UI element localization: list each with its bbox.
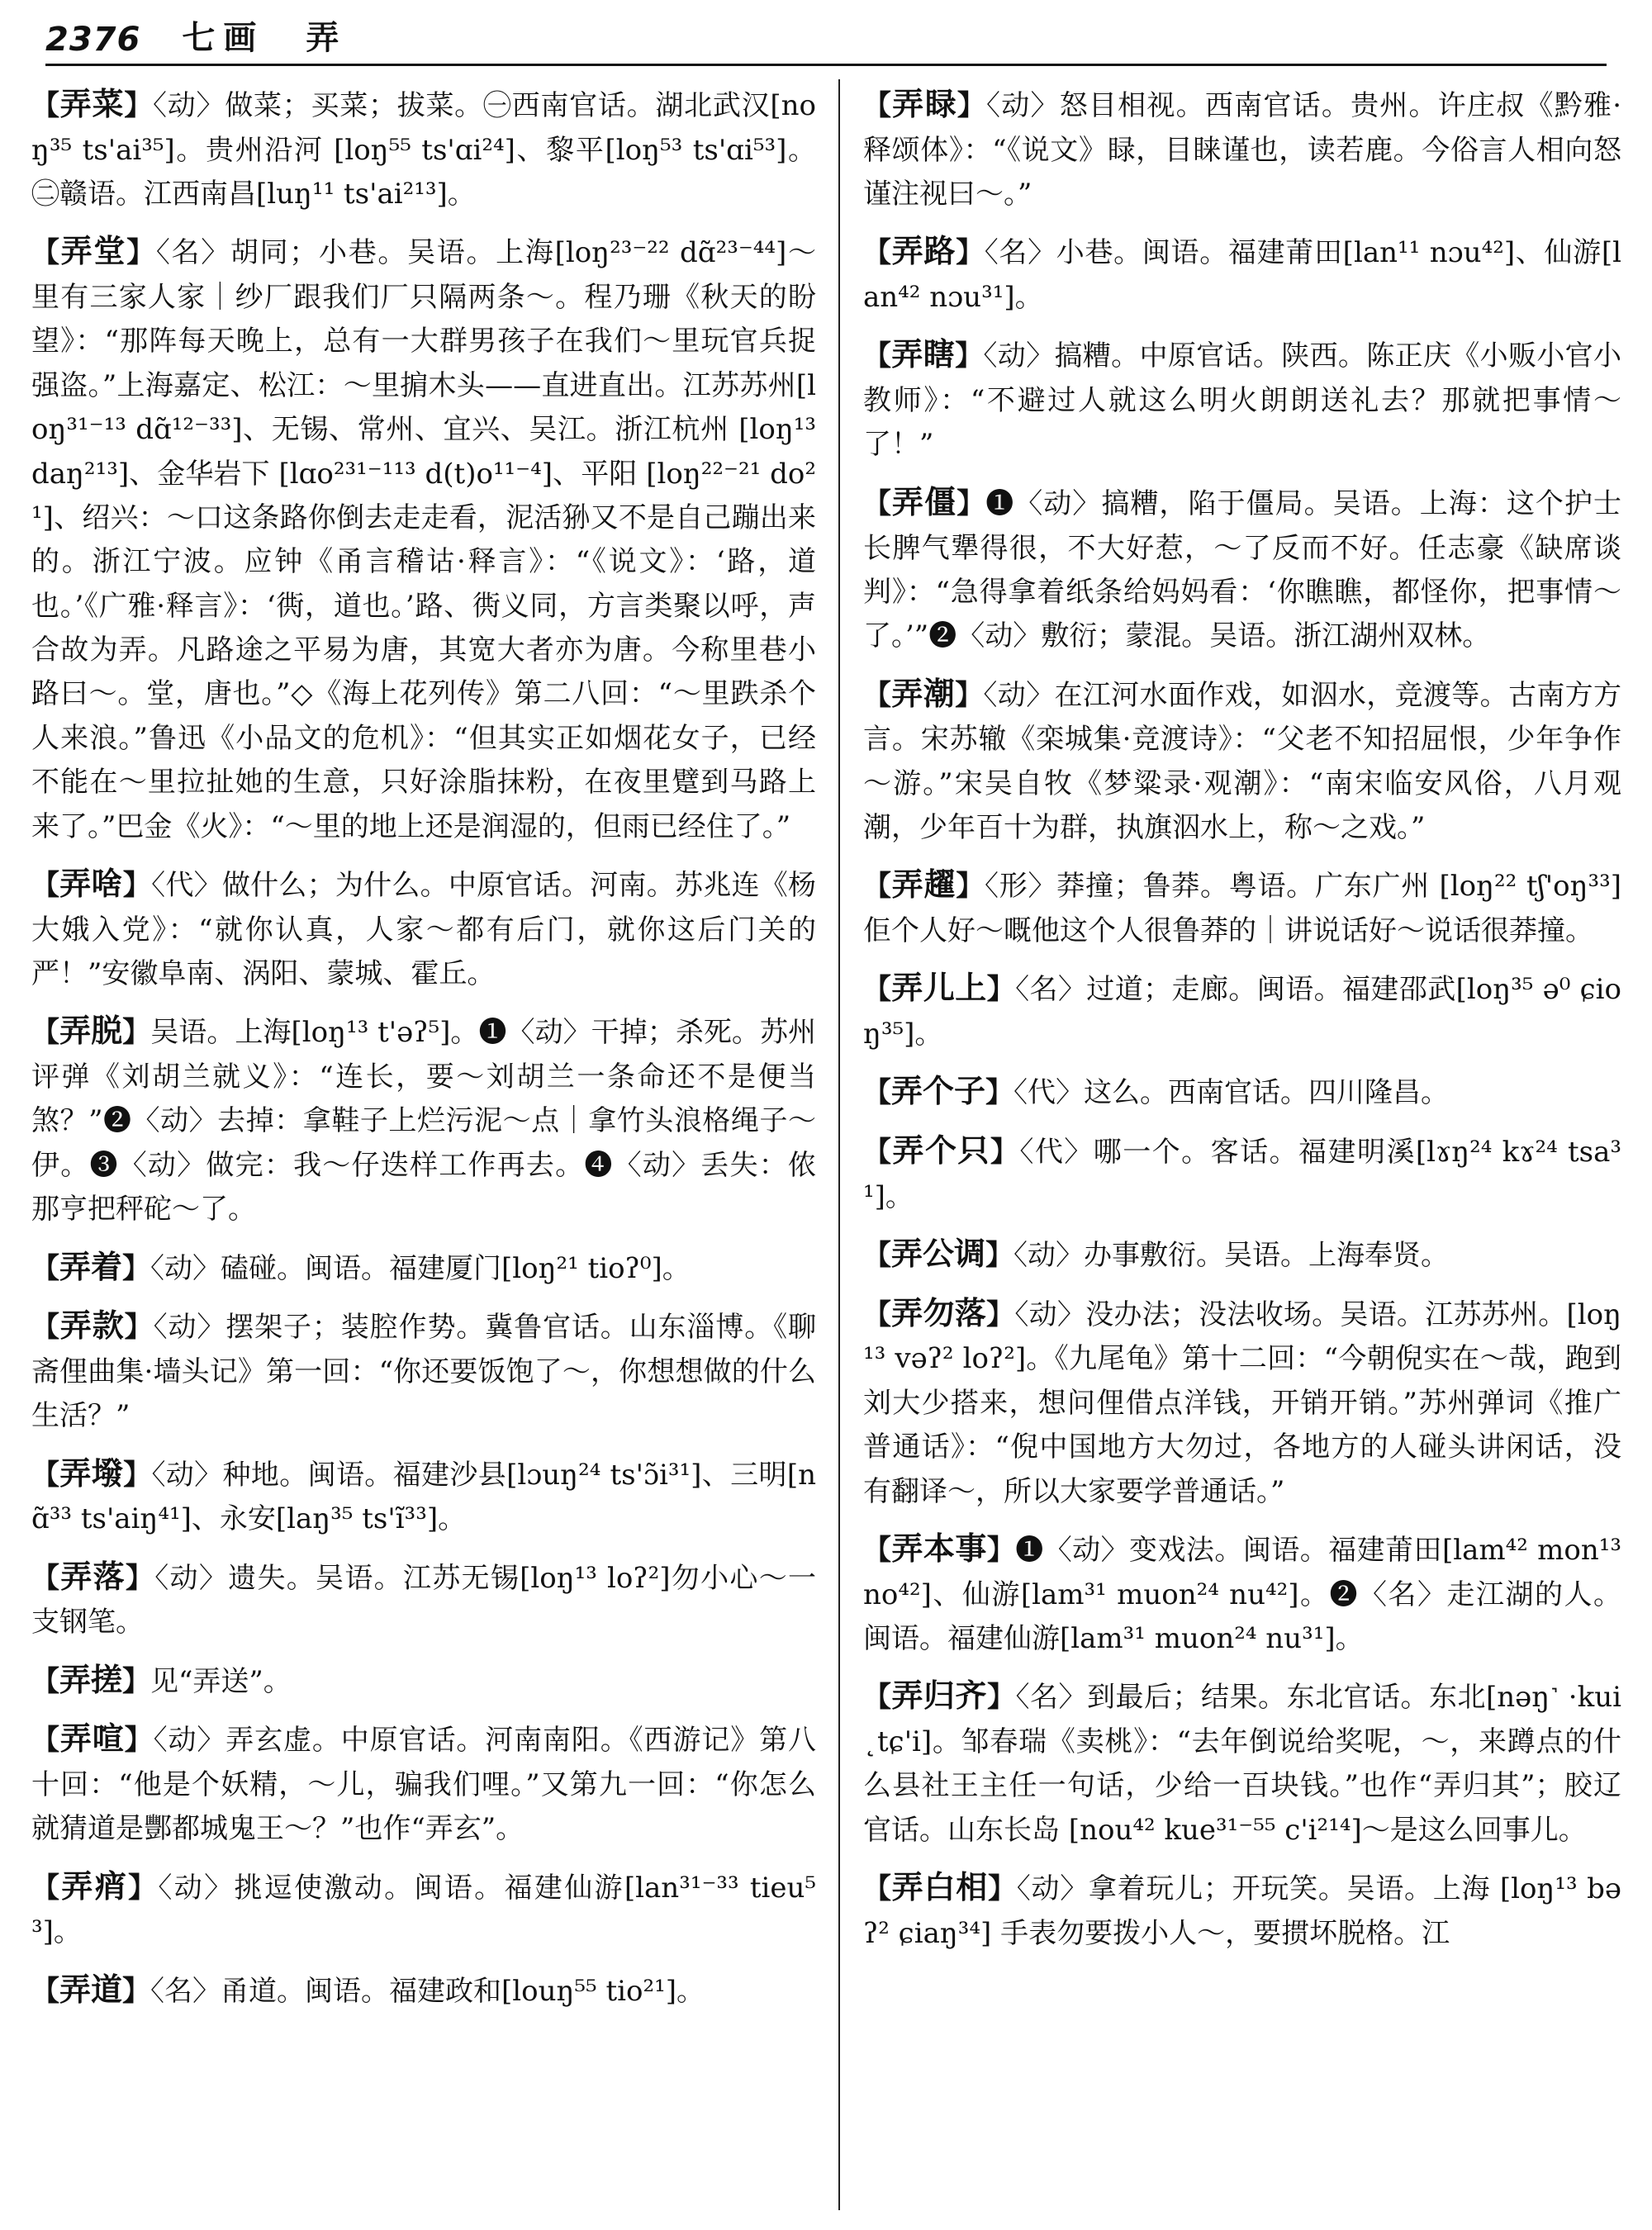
entry-text: ❶〈动〉搞糟，陷于僵局。吴语。上海：这个护士长脾气犟得很，不大好惹，～了反而不好。任志豪《缺席谈判》：“急得拿着纸条给妈妈看：‘你瞧瞧，都怪你，把事情～了。’”❷〈动〉敷衍；蒙混。吴语。浙江湖州双林。 bbox=[863, 486, 1621, 653]
dictionary-entry: 【弄着】〈动〉磕碰。闽语。福建厦门[loŋ²¹ tioʔ⁰]。 bbox=[31, 1247, 691, 1285]
entry-text: 〈代〉哪一个。客话。福建明溪[lɤŋ²⁴ kɤ²⁴ tsa³¹]。 bbox=[863, 1136, 1621, 1213]
entry-headword: 弄着 bbox=[59, 1247, 123, 1285]
entry-headword: 弄潮 bbox=[891, 674, 956, 712]
entry-headword: 弄菜 bbox=[59, 85, 125, 122]
entry-headword: 弄个子 bbox=[891, 1072, 986, 1110]
dictionary-entry: 【弄归齐】〈名〉到最后；结果。东北官话。东北[nəŋ˺ ·kui ˛tɕ'i]。邹春瑞《卖桃》：“去年倒说给奖呢，～，来蹲点的什么县社王主任一句话，少给一百块钱。”也作“弄归其”；胶辽官话。山东长岛 [nou⁴² kue³¹⁻⁵⁵ c'i²¹⁴]～是这么回事儿。 bbox=[863, 1677, 1621, 1847]
entry-text: 〈名〉甬道。闽语。福建政和[louŋ⁵⁵ tio²¹]。 bbox=[150, 1974, 705, 2008]
dictionary-entry: 【弄本事】❶〈动〉变戏法。闽语。福建莆田[lam⁴² mon¹³ no⁴²]、仙游[lam³¹ muon²⁴ nu⁴²]。❷〈名〉走江湖的人。闽语。福建仙游[lam³¹ muon²⁴ nu³¹]。 bbox=[863, 1529, 1621, 1655]
dictionary-entry: 【弄堂】〈名〉胡同；小巷。吴语。上海[loŋ²³⁻²² dɑ̃²³⁻⁴⁴]～里有三家人家｜纱厂跟我们厂只隔两条～。程乃珊《秋天的盼望》：“那阵每天晚上，总有一大群男孩子在我们～里玩官兵捉强盗。”上海嘉定、松江：～里掮木头——直进直出。江苏苏州[loŋ³¹⁻¹³ dɑ̃¹²⁻³³]、无锡、常州、宜兴、吴江。浙江杭州 [loŋ¹³ daŋ²¹³]、金华岩下 [lɑo²³¹⁻¹¹³ d(t)o¹¹⁻⁴]、平阳 [loŋ²²⁻²¹ do²¹]、绍兴：～口这条路你倒去走走看，泥活狲又不是自己蹦出来的。浙江宁波。应钟《甬言稽诂·释言》：“《说文》：‘路，道也。’《广雅·释言》：‘衖，道也。’路、衖义同，方言类聚以呼，声合故为弄。凡路途之平易为唐，其宽大者亦为唐。今称里巷小路曰～。堂，唐也。”◇《海上花列传》第二八回：“～里跌杀个人来浪。”鲁迅《小品文的危机》：“但其实正如烟花女子，已经不能在～里拉扯她的生意，只好涂脂抹粉，在夜里躄到马路上来了。”巴金《火》：“～里的地上还是润湿的，但雨已经住了。” bbox=[31, 232, 816, 843]
entry-text: 〈动〉磕碰。闽语。福建厦门[loŋ²¹ tioʔ⁰]。 bbox=[150, 1251, 691, 1285]
dictionary-entry: 【弄喧】〈动〉弄玄虚。中原官话。河南南阳。《西游记》第八十回：“他是个妖精，～儿，骗我们哩。”又第九一回：“你怎么就猜道是酆都城鬼王～？”也作“弄玄”。 bbox=[31, 1720, 816, 1846]
entry-text: 〈动〉种地。闽语。福建沙县[lɔuŋ²⁴ ts'ɔ̃i³¹]、三明[nɑ̃³³ ts'aiŋ⁴¹]、永安[laŋ³⁵ ts'ĩ³³]。 bbox=[31, 1458, 816, 1536]
head-character: 弄 bbox=[306, 18, 348, 57]
entry-text: 〈动〉挑逗使激动。闽语。福建仙游[lan³¹⁻³³ tieu⁵³]。 bbox=[31, 1871, 816, 1949]
dictionary-entry: 【弄啥】〈代〉做什么；为什么。中原官话。河南。苏兆连《杨大娥入党》：“就你认真，人家～都有后门，就你这后门关的严！”安徽阜南、涡阳、蒙城、霍丘。 bbox=[31, 864, 816, 990]
entry-headword: 弄睩 bbox=[892, 85, 957, 122]
dictionary-entry: 【弄睩】〈动〉怒目相视。西南官话。贵州。许庄叔《黔雅·释颂体》：“《说文》睩，目睐谨也，读若鹿。今俗言人相向怒谨注视曰～。” bbox=[863, 85, 1621, 211]
entry-headword: 弄个只 bbox=[892, 1132, 990, 1170]
entry-text: 〈名〉过道；走廊。闽语。福建邵武[loŋ³⁵ ə⁰ ɕioŋ³⁵]。 bbox=[863, 973, 1621, 1051]
entry-text: 〈代〉这么。西南官话。四川隆昌。 bbox=[1014, 1076, 1450, 1110]
dictionary-entry: 【弄痟】〈动〉挑逗使激动。闽语。福建仙游[lan³¹⁻³³ tieu⁵³]。 bbox=[31, 1867, 816, 1949]
entry-text: ❶〈动〉变戏法。闽语。福建莆田[lam⁴² mon¹³ no⁴²]、仙游[lam³¹ muon²⁴ nu⁴²]。❷〈名〉走江湖的人。闽语。福建仙游[lam³¹ muon²⁴ nu³¹]。 bbox=[863, 1533, 1621, 1655]
dictionary-entry: 【弄白相】〈动〉拿着玩儿；开玩笑。吴语。上海 [loŋ¹³ bəʔ² ɕiaŋ³⁴] 手表勿要拨小人～，要掼坏脱格。江 bbox=[863, 1868, 1621, 1950]
entry-headword: 弄瞎 bbox=[891, 335, 956, 373]
entry-text: 〈动〉摆架子；装腔作势。冀鲁官话。山东淄博。《聊斋俚曲集·墙头记》第一回：“你还要饭饱了～，你想想做的什么生活？” bbox=[31, 1311, 816, 1433]
entry-headword: 弄墢 bbox=[59, 1454, 124, 1492]
entry-text: 〈动〉怒目相视。西南官话。贵州。许庄叔《黔雅·释颂体》：“《说文》睩，目睐谨也，读若鹿。今俗言人相向怒谨注视曰～。” bbox=[863, 89, 1621, 211]
entry-headword: 弄僵 bbox=[892, 482, 957, 520]
entry-text: 〈代〉做什么；为什么。中原官话。河南。苏兆连《杨大娥入党》：“就你认真，人家～都有后门，就你这后门关的严！”安徽阜南、涡阳、蒙城、霍丘。 bbox=[31, 868, 816, 990]
entry-text: 〈动〉搞糟。中原官话。陕西。陈正庆《小贩小官小教师》：“不避过人就这么明火朗朗送礼去？那就把事情～了！” bbox=[863, 339, 1621, 462]
entry-headword: 弄勿落 bbox=[891, 1293, 987, 1331]
entry-headword: 弄啥 bbox=[59, 864, 123, 902]
entry-text: 〈名〉胡同；小巷。吴语。上海[loŋ²³⁻²² dɑ̃²³⁻⁴⁴]～里有三家人家｜纱厂跟我们厂只隔两条～。程乃珊《秋天的盼望》：“那阵每天晚上，总有一大群男孩子在我们～里玩官兵捉强盗。”上海嘉定、松江：～里掮木头——直进直出。江苏苏州[loŋ³¹⁻¹³ dɑ̃¹²⁻³³]、无锡、常州、宜兴、吴江。浙江杭州 [loŋ¹³ daŋ²¹³]、金华岩下 [lɑo²³¹⁻¹¹³ d(t)o¹¹⁻⁴]、平阳 [loŋ²²⁻²¹ do²¹]、绍兴：～口这条路你倒去走走看，泥活狲又不是自己蹦出来的。浙江宁波。应钟《甬言稽诂·释言》：“《说文》：‘路，道也。’《广雅·释言》：‘衖，道也。’路、衖义同，方言类聚以呼，声合故为弄。凡路途之平易为唐，其宽大者亦为唐。今称里巷小路曰～。堂，唐也。”◇《海上花列传》第二八回：“～里跌杀个人来浪。”鲁迅《小品文的危机》：“但其实正如烟花女子，已经不能在～里拉扯她的生意，只好涂脂抹粉，在夜里躄到马路上来了。”巴金《火》：“～里的地上还是润湿的，但雨已经住了。” bbox=[31, 236, 816, 843]
dictionary-entry: 【弄墢】〈动〉种地。闽语。福建沙县[lɔuŋ²⁴ ts'ɔ̃i³¹]、三明[nɑ̃³³ ts'aiŋ⁴¹]、永安[laŋ³⁵ ts'ĩ³³]。 bbox=[31, 1454, 816, 1536]
entry-text: 见“弄送”。 bbox=[150, 1664, 292, 1698]
dictionary-entry: 【弄瞎】〈动〉搞糟。中原官话。陕西。陈正庆《小贩小官小教师》：“不避过人就这么明火朗朗送礼去？那就把事情～了！” bbox=[863, 335, 1621, 462]
entry-text: 〈形〉莽撞；鲁莽。粤语。广东广州 [loŋ²² tʃ'oŋ³³] 佢个人好～嘅他这个人很鲁莽的｜讲说话好～说话很莽撞。 bbox=[863, 870, 1621, 948]
dictionary-entry: 【弄路】〈名〉小巷。闽语。福建莆田[lan¹¹ nɔu⁴²]、仙游[lan⁴² nɔu³¹]。 bbox=[863, 232, 1621, 315]
dictionary-entry: 【弄款】〈动〉摆架子；装腔作势。冀鲁官话。山东淄博。《聊斋俚曲集·墙头记》第一回：“你还要饭饱了～，你想想做的什么生活？” bbox=[31, 1307, 816, 1433]
entry-headword: 弄路 bbox=[891, 232, 957, 270]
entry-headword: 弄落 bbox=[60, 1557, 126, 1595]
entry-text: 〈名〉到最后；结果。东北官话。东北[nəŋ˺ ·kui ˛tɕ'i]。邹春瑞《卖桃》：“去年倒说给奖呢，～，来蹲点的什么县社王主任一句话，少给一百块钱。”也作“弄归其”；胶辽官话。山东长岛 [nou⁴² kue³¹⁻⁵⁵ c'i²¹⁴]～是这么回事儿。 bbox=[863, 1681, 1621, 1847]
dictionary-entry: 【弄趯】〈形〉莽撞；鲁莽。粤语。广东广州 [loŋ²² tʃ'oŋ³³] 佢个人好～嘅他这个人很鲁莽的｜讲说话好～说话很莽撞。 bbox=[863, 866, 1621, 948]
entry-text: 〈动〉拿着玩儿；开玩笑。吴语。上海 [loŋ¹³ bəʔ² ɕiaŋ³⁴] 手表勿要拨小人～，要掼坏脱格。江 bbox=[863, 1872, 1621, 1950]
dictionary-entry: 【弄落】〈动〉遗失。吴语。江苏无锡[loŋ¹³ loʔ²]勿小心～一支钢笔。 bbox=[31, 1557, 816, 1639]
right-column bbox=[863, 79, 1621, 2214]
dictionary-entry: 【弄个只】〈代〉哪一个。客话。福建明溪[lɤŋ²⁴ kɤ²⁴ tsa³¹]。 bbox=[863, 1132, 1621, 1213]
entry-headword: 弄搓 bbox=[59, 1660, 123, 1698]
entry-headword: 弄道 bbox=[59, 1970, 123, 2008]
entry-text: 〈动〉在江河水面作戏，如泅水，竞渡等。古南方方言。宋苏辙《栾城集·竞渡诗》：“父老不知招屈恨，少年争作～游。”宋吴自牧《梦粱录·观潮》：“南宋临安风俗，八月观潮，少年百十为群，执旗泅水上，称～之戏。” bbox=[863, 678, 1621, 845]
entry-headword: 弄款 bbox=[59, 1307, 125, 1345]
dictionary-entry: 【弄脱】吴语。上海[loŋ¹³ t'əʔ⁵]。❶〈动〉干掉；杀死。苏州评弹《刘胡兰就义》：“连长，要～刘胡兰一条命还不是便当煞？”❷〈动〉去掉：拿鞋子上烂污泥～点｜拿竹头浪格绳子～伊。❸〈动〉做完：我～仔迭样工作再去。❹〈动〉丢失：侬那亨把秤砣～了。 bbox=[31, 1012, 816, 1226]
dictionary-entry: 【弄公调】〈动〉办事敷衍。吴语。上海奉贤。 bbox=[863, 1235, 1450, 1273]
dictionary-entry: 【弄搓】见“弄送”。 bbox=[31, 1660, 292, 1698]
entry-text: 〈动〉遗失。吴语。江苏无锡[loŋ¹³ loʔ²]勿小心～一支钢笔。 bbox=[31, 1561, 816, 1639]
entry-text: 〈名〉小巷。闽语。福建莆田[lan¹¹ nɔu⁴²]、仙游[lan⁴² nɔu³¹]。 bbox=[863, 236, 1621, 315]
dictionary-entry: 【弄僵】❶〈动〉搞糟，陷于僵局。吴语。上海：这个护士长脾气犟得很，不大好惹，～了反而不好。任志豪《缺席谈判》：“急得拿着纸条给妈妈看：‘你瞧瞧，都怪你，把事情～了。’”❷〈动〉敷衍；蒙混。吴语。浙江湖州双林。 bbox=[863, 482, 1621, 653]
section-label: 七画 bbox=[182, 18, 265, 57]
entry-text: 〈动〉办事敷衍。吴语。上海奉贤。 bbox=[1014, 1239, 1450, 1273]
entry-text: 〈动〉没办法；没法收场。吴语。江苏苏州。[loŋ¹³ vəʔ² loʔ²]。《九尾龟》第十二回：“今朝倪实在～哉，跑到刘大少搭来，想问俚借点洋钱，开销开销。”苏州弹词《推广普通话》：“倪中国地方大勿过，各地方的人碰头讲闲话，没有翻译～，所以大家要学普通话。” bbox=[863, 1298, 1621, 1508]
entry-headword: 弄白相 bbox=[891, 1868, 988, 1906]
entry-headword: 弄儿上 bbox=[891, 969, 987, 1007]
entry-headword: 弄痟 bbox=[61, 1867, 129, 1905]
entry-headword: 弄归齐 bbox=[891, 1677, 987, 1715]
entry-headword: 弄脱 bbox=[59, 1012, 123, 1050]
dictionary-entry: 【弄个子】〈代〉这么。西南官话。四川隆昌。 bbox=[863, 1072, 1450, 1110]
entry-headword: 弄趯 bbox=[891, 866, 957, 904]
dictionary-entry: 【弄勿落】〈动〉没办法；没法收场。吴语。江苏苏州。[loŋ¹³ vəʔ² loʔ²]。《九尾龟》第十二回：“今朝倪实在～哉，跑到刘大少搭来，想问俚借点洋钱，开销开销。”苏州弹词《推广普通话》：“倪中国地方大勿过，各地方的人碰头讲闲话，没有翻译～，所以大家要学普通话。” bbox=[863, 1293, 1621, 1508]
column-divider bbox=[838, 79, 840, 2210]
entry-headword: 弄堂 bbox=[60, 232, 127, 270]
entry-headword: 弄公调 bbox=[891, 1235, 986, 1273]
dictionary-entry: 【弄潮】〈动〉在江河水面作戏，如泅水，竞渡等。古南方方言。宋苏辙《栾城集·竞渡诗》：“父老不知招屈恨，少年争作～游。”宋吴自牧《梦粱录·观潮》：“南宋临安风俗，八月观潮，少年百十为群，执旗泅水上，称～之戏。” bbox=[863, 674, 1621, 845]
left-column bbox=[31, 79, 816, 2214]
page-header bbox=[45, 15, 1607, 66]
dictionary-entry: 【弄菜】〈动〉做菜；买菜；拔菜。㊀西南官话。湖北武汉[noŋ³⁵ ts'ai³⁵]。贵州沿河 [loŋ⁵⁵ ts'ɑi²⁴]、黎平[loŋ⁵³ ts'ɑi⁵³]。㊁赣语。江西南昌[luŋ¹¹ ts'ai²¹³]。 bbox=[31, 85, 816, 211]
entry-headword: 弄喧 bbox=[59, 1720, 125, 1758]
entry-text: 〈动〉做菜；买菜；拔菜。㊀西南官话。湖北武汉[noŋ³⁵ ts'ai³⁵]。贵州沿河 [loŋ⁵⁵ ts'ɑi²⁴]、黎平[loŋ⁵³ ts'ɑi⁵³]。㊁赣语。江西南昌[luŋ¹¹ ts'ai²¹³]。 bbox=[31, 89, 816, 211]
dictionary-entry: 【弄道】〈名〉甬道。闽语。福建政和[louŋ⁵⁵ tio²¹]。 bbox=[31, 1970, 705, 2008]
entry-text: 〈动〉弄玄虚。中原官话。河南南阳。《西游记》第八十回：“他是个妖精，～儿，骗我们哩。”又第九一回：“你怎么就猜道是酆都城鬼王～？”也作“弄玄”。 bbox=[31, 1724, 816, 1846]
entry-headword: 弄本事 bbox=[891, 1529, 987, 1567]
dictionary-entry: 【弄儿上】〈名〉过道；走廊。闽语。福建邵武[loŋ³⁵ ə⁰ ɕioŋ³⁵]。 bbox=[863, 969, 1621, 1051]
entry-text: 吴语。上海[loŋ¹³ t'əʔ⁵]。❶〈动〉干掉；杀死。苏州评弹《刘胡兰就义》：“连长，要～刘胡兰一条命还不是便当煞？”❷〈动〉去掉：拿鞋子上烂污泥～点｜拿竹头浪格绳子～伊。❸〈动〉做完：我～仔迭样工作再去。❹〈动〉丢失：侬那亨把秤砣～了。 bbox=[31, 1016, 816, 1226]
page-number: 2376 bbox=[45, 21, 141, 59]
